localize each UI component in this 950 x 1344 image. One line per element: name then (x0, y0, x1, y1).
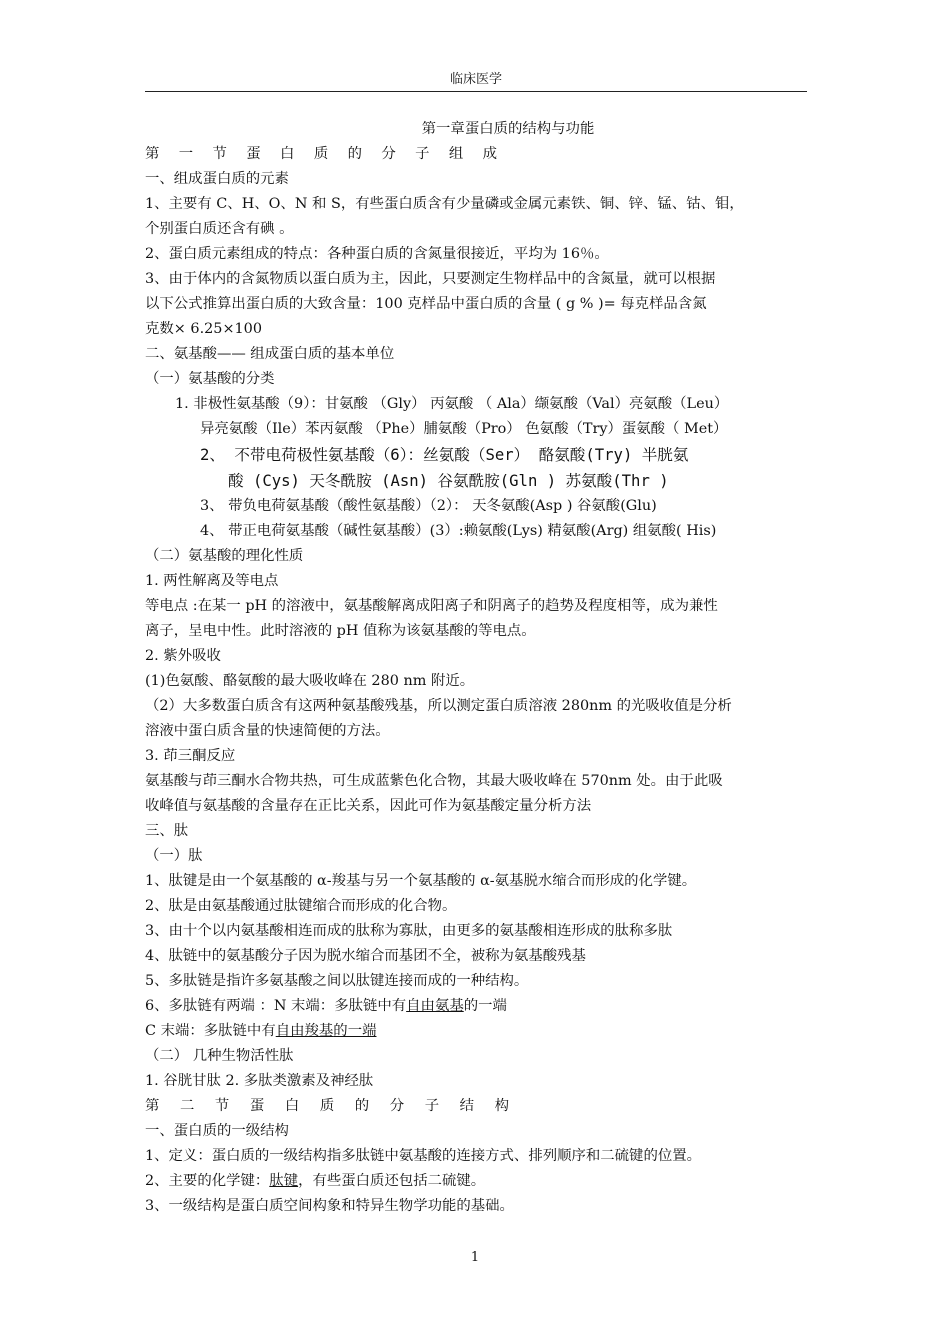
paragraph-elements-3c: 克数× 6.25×100 (145, 321, 262, 337)
bioactive-list: 1. 谷胱甘肽 2. 多肽类激素及神经肽 (145, 1073, 374, 1089)
paragraph-elements-3b: 以下公式推算出蛋白质的大致含量：100 克样品中蛋白质的含量 ( g % )= 每克样品含氮 (145, 296, 707, 312)
peptide-4: 4、肽链中的氨基酸分子因为脱水缩合而基团不全，被称为氨基酸残基 (145, 948, 586, 964)
peptide-2: 2、肽是由氨基酸通过肽键缩合而形成的化合物。 (145, 898, 457, 914)
paragraph-elements-1a: 1、主要有 C、H、O、N 和 S，有些蛋白质含有少量磷或金属元素铁、铜、锌、锰、钴、钼， (145, 196, 744, 212)
peptide-7 (145, 1019, 807, 1044)
page-number: 1 (470, 1250, 480, 1265)
prop-uv-2: （2）大多数蛋白质含有这两种氨基酸残基，所以测定蛋白质溶液 280nm 的光吸收值是分析 (145, 698, 732, 714)
aa-nonpolar-1: 1. 非极性氨基酸（9）：甘氨酸 （Gly） 丙氨酸 （ Ala）缬氨酸（Val）亮氨酸（Leu） (175, 396, 729, 412)
prop-uv-1: (1)色氨酸、酪氨酸的最大吸收峰在 280 nm 附近。 (145, 673, 475, 689)
aa-acidic: 3、 带负电荷氨基酸（酸性氨基酸）（2）： 天冬氨酸(Asp ) 谷氨酸(Glu) (200, 498, 657, 514)
page-header: 临床医学 (145, 68, 807, 92)
peptide-7-post: 的一端 (333, 1023, 377, 1039)
primary-structure-2-pre: 2、主要的化学键： (145, 1173, 270, 1189)
peptide-1: 1、肽键是由一个氨基酸的 α-羧基与另一个氨基酸的 α-氨基脱水缩合而形成的化学键。 (145, 873, 697, 889)
peptide-3: 3、由十个以内氨基酸相连而成的肽称为寡肽，由更多的氨基酸相连形成的肽称多肽 (145, 923, 673, 939)
paragraph-elements-2: 2、蛋白质元素组成的特点：各种蛋白质的含氮量很接近，平均为 16％。 (145, 246, 609, 262)
primary-structure-2-post: ，有些蛋白质还包括二硫键。 (298, 1173, 486, 1189)
peptide-6-underlined: 自由氨基 (406, 998, 464, 1014)
subheading-bioactive: （二） 几种生物活性肽 (145, 1048, 294, 1064)
prop-ninhydrin-title: 3. 茚三酮反应 (145, 748, 236, 764)
document-body (145, 117, 807, 1219)
primary-structure-3: 3、一级结构是蛋白质空间构象和特异生物学功能的基础。 (145, 1198, 514, 1214)
subheading-properties: （二）氨基酸的理化性质 (145, 548, 304, 564)
prop-uv-3: 溶液中蛋白质含量的快速简便的方法。 (145, 723, 390, 739)
prop-isoelectric-title: 1. 两性解离及等电点 (145, 573, 279, 589)
aa-polar-1: 2、 不带电荷极性氨基酸（6）：丝氨酸（Ser） 酪氨酸(Try) 半胱氨 (200, 446, 689, 464)
prop-ninhydrin-1: 氨基酸与茚三酮水合物共热，可生成蓝紫色化合物，其最大吸收峰在 570nm 处。由于此吸 (145, 773, 723, 789)
prop-uv-title: 2. 紫外吸收 (145, 648, 221, 664)
peptide-6 (145, 994, 807, 1019)
primary-structure-2-underlined: 肽键 (269, 1173, 299, 1189)
primary-structure-2 (145, 1169, 807, 1194)
paragraph-elements-1b: 个别蛋白质还含有碘 。 (145, 221, 294, 237)
paragraph-elements-3a: 3、由于体内的含氮物质以蛋白质为主，因此，只要测定生物样品中的含氮量，就可以根据 (145, 271, 716, 287)
heading-primary-structure: 一、蛋白质的一级结构 (145, 1123, 289, 1139)
peptide-5: 5、多肽链是指许多氨基酸之间以肽键连接而成的一种结构。 (145, 973, 529, 989)
section-heading-1: 第 一 节 蛋 白 质 的 分 子 组 成 (145, 146, 505, 162)
prop-ninhydrin-2: 收峰值与氨基酸的含量存在正比关系，因此可作为氨基酸定量分析方法 (145, 798, 592, 814)
peptide-6-pre: 6、多肽链有两端 ：N 末端：多肽链中有 (145, 998, 407, 1014)
chapter-title: 第一章蛋白质的结构与功能 (421, 121, 595, 137)
peptide-7-underlined: 自由羧基 (275, 1023, 334, 1039)
heading-elements: 一、组成蛋白质的元素 (145, 171, 289, 187)
primary-structure-1: 1、定义：蛋白质的一级结构指多肽链中氨基酸的连接方式、排列顺序和二硫键的位置。 (145, 1148, 702, 1164)
prop-isoelectric-2: 离子，呈电中性。此时溶液的 pH 值称为该氨基酸的等电点。 (145, 623, 536, 639)
prop-isoelectric-1: 等电点 :在某一 pH 的溶液中，氨基酸解离成阳离子和阴离子的趋势及程度相等，成为兼性 (145, 598, 718, 614)
heading-peptide: 三、肽 (145, 823, 189, 839)
heading-amino-acids: 二、氨基酸—— 组成蛋白质的基本单位 (145, 346, 395, 362)
subheading-peptide: （一）肽 (145, 848, 203, 864)
peptide-6-post: 的一端 (463, 998, 507, 1014)
section-heading-2: 第 二 节 蛋 白 质 的 分 子 结 构 (145, 1098, 518, 1114)
peptide-7-pre: C 末端：多肽链中有 (145, 1023, 276, 1039)
aa-basic: 4、 带正电荷氨基酸（碱性氨基酸）(3）:赖氨酸(Lys) 精氨酸(Arg) 组氨酸( His) (200, 523, 717, 539)
aa-nonpolar-2: 异亮氨酸（Ile）苯丙氨酸 （Phe）脯氨酸（Pro） 色氨酸（Try）蛋氨酸（ Met） (200, 421, 728, 437)
subheading-classification: （一）氨基酸的分类 (145, 371, 275, 387)
aa-polar-2: 酸 (Cys) 天冬酰胺 (Asn) 谷氨酰胺(Gln ) 苏氨酸(Thr ) (228, 472, 669, 490)
